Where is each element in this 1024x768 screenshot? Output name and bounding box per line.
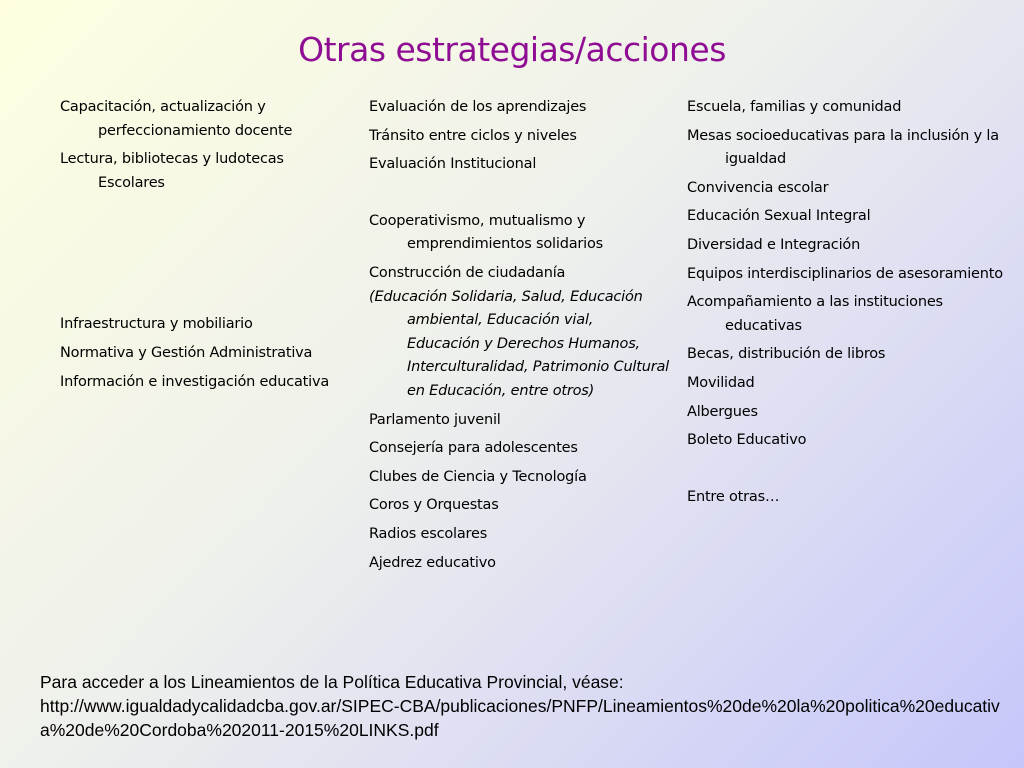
list-item: Capacitación, actualización y perfeccionamiento docente (60, 99, 293, 139)
list-item: Radios escolares (369, 525, 488, 542)
list-item: Información e investigación educativa (60, 373, 330, 390)
list-item: Acompañamiento a las instituciones educativas (687, 294, 943, 334)
right-column (687, 96, 1007, 514)
list-item: Ajedrez educativo (369, 554, 496, 571)
list-item: Coros y Orquestas (369, 497, 499, 514)
list-item: Parlamento juvenil (369, 411, 501, 428)
list-item: Cooperativismo, mutualismo y emprendimientos solidarios (369, 212, 604, 253)
list-item: Tránsito entre ciclos y niveles (369, 127, 577, 144)
list-item: Entre otras… (687, 488, 780, 505)
list-item: Mesas socioeducativas para la inclusión y la igualdad (687, 127, 999, 168)
list-item-label: Construcción de ciudadanía (369, 264, 566, 281)
list-item: Movilidad (687, 374, 755, 391)
list-item: Convivencia escolar (687, 179, 829, 196)
left-column (60, 96, 350, 399)
list-item: Educación Sexual Integral (687, 208, 871, 225)
list-item: Equipos interdisciplinarios de asesoramiento (687, 265, 1003, 282)
list-item: Becas, distribución de libros (687, 346, 886, 363)
middle-column (369, 96, 669, 580)
list-item: Consejería para adolescentes (369, 440, 578, 457)
list-item: Normativa y Gestión Administrativa (60, 344, 313, 361)
list-item: Clubes de Ciencia y Tecnología (369, 468, 587, 485)
list-item: Escuela, familias y comunidad (687, 99, 902, 115)
list-item: Evaluación Institucional (369, 156, 537, 173)
slide-title: Otras estrategias/acciones (298, 30, 726, 69)
list-item: Boleto Educativo (687, 432, 807, 449)
list-item: Albergues (687, 403, 758, 420)
list-item (369, 262, 669, 404)
list-item: Evaluación de los aprendizajes (369, 99, 587, 115)
list-item: Lectura, bibliotecas y ludotecas Escolares (60, 151, 284, 191)
footer-intro: Para acceder a los Lineamientos de la Política Educativa Provincial, véase: (40, 672, 624, 692)
footer-note (40, 670, 1000, 742)
list-item-detail: (Educación Solidaria, Salud, Educación ambiental, Educación vial, Educación y Derechos Humanos, Interculturalidad, Patrimonio Cultural en Educación, entre otros) (369, 288, 670, 399)
list-item: Diversidad e Integración (687, 236, 861, 253)
list-item: Infraestructura y mobiliario (60, 316, 253, 333)
footer-link[interactable]: http://www.igualdadycalidadcba.gov.ar/SIPEC-CBA/publicaciones/PNFP/Lineamientos%20de%20la%20politica%20educativa%20de%20Cordoba%202011-2015%20LINKS.pdf (40, 696, 1000, 740)
